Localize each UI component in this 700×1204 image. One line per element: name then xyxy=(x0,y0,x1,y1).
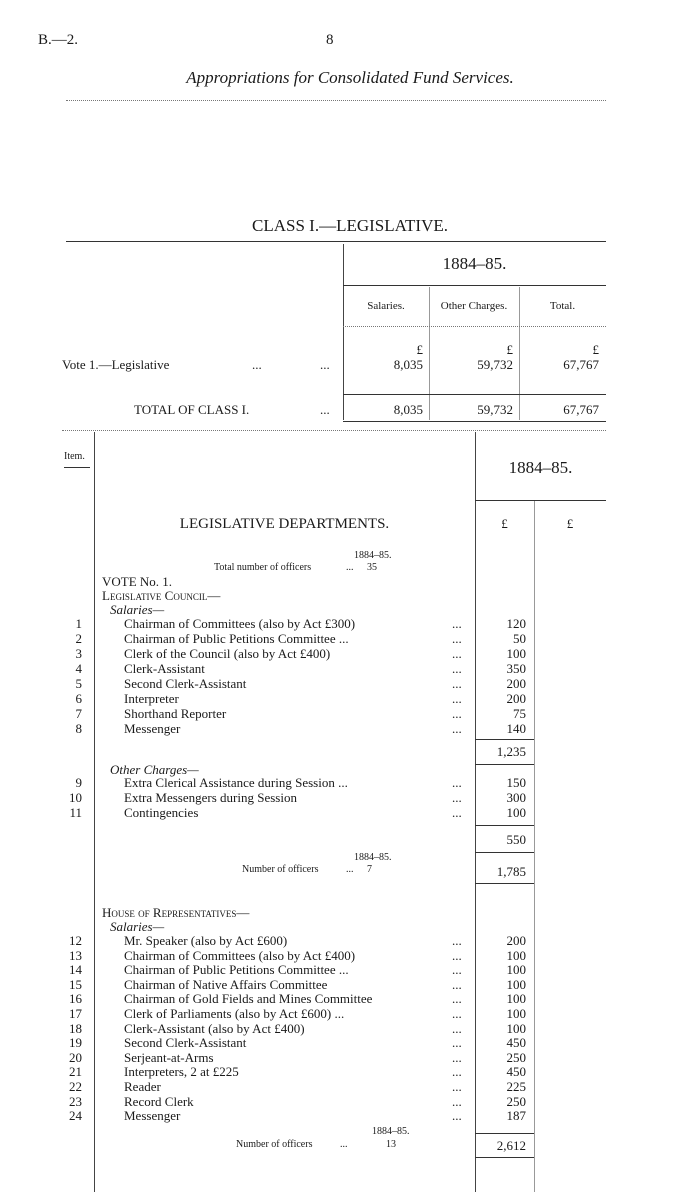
leader-dots: ... xyxy=(452,790,462,805)
class-heading: CLASS I.—LEGISLATIVE. xyxy=(252,216,448,235)
item-amount: 150 xyxy=(506,775,526,790)
item-amount: 100 xyxy=(506,1020,526,1036)
item-amount: 100 xyxy=(506,1006,526,1021)
line-item xyxy=(0,707,700,721)
item-amount: 350 xyxy=(506,661,526,676)
leader-dots: ... xyxy=(452,1064,462,1080)
item-number: 7 xyxy=(75,706,82,721)
item-description: Clerk-Assistant xyxy=(124,661,205,676)
currency-col-1: £ xyxy=(501,516,508,531)
item-amount: 100 xyxy=(506,976,526,992)
item-number: 22 xyxy=(69,1079,82,1094)
item-amount: 100 xyxy=(506,646,526,661)
council-officers-count: 7 xyxy=(367,864,372,875)
council-other-total: 550 xyxy=(506,832,526,847)
line-item xyxy=(0,791,700,805)
item-number: 20 xyxy=(69,1049,82,1065)
currency-total: £ xyxy=(592,342,599,357)
item-number: 11 xyxy=(69,805,82,820)
council-total-rule xyxy=(475,883,534,884)
house-salaries-total: 2,612 xyxy=(496,1138,526,1153)
officers-count: 35 xyxy=(367,562,377,573)
house-salaries-subheading: Salaries— xyxy=(110,919,165,934)
item-description: Interpreter xyxy=(124,691,179,706)
item-description: Extra Clerical Assistance during Session ... xyxy=(124,775,348,790)
vote-heading: VOTE No. 1. xyxy=(102,574,173,589)
item-number: 3 xyxy=(75,646,82,661)
currency-salaries: £ xyxy=(416,342,423,357)
leader-dots: ... xyxy=(452,661,462,676)
leader-dots: ... xyxy=(452,706,462,721)
leader-dots: ... xyxy=(346,864,354,875)
line-item xyxy=(0,1109,700,1123)
item-number: 13 xyxy=(69,947,82,963)
council-officers-label: Number of officers xyxy=(242,864,319,875)
item-description: Clerk-Assistant (also by Act £400) xyxy=(124,1020,305,1036)
item-number: 6 xyxy=(75,691,82,706)
leader-dots: ... xyxy=(320,357,330,372)
item-number: 21 xyxy=(69,1064,82,1080)
item-number: 18 xyxy=(69,1020,82,1036)
vote-salaries: 8,035 xyxy=(393,357,423,372)
leader-dots: ... xyxy=(320,402,330,417)
item-number: 15 xyxy=(69,976,82,992)
council-total: 1,785 xyxy=(496,864,526,879)
item-description: Chairman of Public Petitions Committee ... xyxy=(124,962,349,978)
salaries-subheading: Salaries— xyxy=(110,602,165,617)
item-description: Serjeant-at-Arms xyxy=(124,1049,214,1065)
item-amount: 100 xyxy=(506,947,526,963)
class-total-label: TOTAL OF CLASS I. xyxy=(134,402,250,417)
item-description: Shorthand Reporter xyxy=(124,706,227,721)
item-number: 9 xyxy=(75,775,82,790)
item-amount: 100 xyxy=(506,991,526,1007)
line-item xyxy=(0,647,700,661)
item-amount: 140 xyxy=(506,721,526,736)
class-year-heading: 1884–85. xyxy=(442,254,507,273)
leader-dots: ... xyxy=(452,1093,462,1109)
document-reference: B.—2. xyxy=(38,32,79,48)
line-item xyxy=(0,1022,700,1036)
detail-year-heading: 1884–85. xyxy=(508,458,573,477)
leader-dots: ... xyxy=(452,947,462,963)
leader-dots: ... xyxy=(452,676,462,691)
council-officers-year: 1884–85. xyxy=(354,852,392,863)
line-item xyxy=(0,949,700,963)
item-column-header: Item. xyxy=(64,451,85,462)
line-item xyxy=(0,776,700,790)
item-amount: 250 xyxy=(506,1093,526,1109)
house-officers-count: 13 xyxy=(386,1139,396,1150)
subtotal-rule xyxy=(475,739,534,740)
line-item xyxy=(0,978,700,992)
leader-dots: ... xyxy=(252,357,262,372)
item-description: Chairman of Gold Fields and Mines Committee xyxy=(124,991,373,1007)
leader-dots: ... xyxy=(452,646,462,661)
leader-dots: ... xyxy=(452,991,462,1007)
line-item xyxy=(0,1065,700,1079)
item-description: Chairman of Native Affairs Committee xyxy=(124,976,328,992)
other-charges-subheading: Other Charges— xyxy=(110,762,199,777)
leader-dots: ... xyxy=(346,562,354,573)
item-description: Contingencies xyxy=(124,805,199,820)
item-description: Second Clerk-Assistant xyxy=(124,676,247,691)
item-number: 17 xyxy=(69,1006,82,1021)
line-item xyxy=(0,1080,700,1094)
page-number: 8 xyxy=(326,32,334,48)
leader-dots: ... xyxy=(452,962,462,978)
year-rule xyxy=(343,285,606,286)
leader-dots: ... xyxy=(452,616,462,631)
header-rule xyxy=(343,326,606,327)
item-number: 24 xyxy=(69,1108,82,1124)
line-item xyxy=(0,1051,700,1065)
subtotal-rule xyxy=(475,852,534,853)
class-table-top-rule xyxy=(66,241,606,242)
item-amount: 250 xyxy=(506,1049,526,1065)
line-item xyxy=(0,632,700,646)
item-amount: 100 xyxy=(506,805,526,820)
item-description: Second Clerk-Assistant xyxy=(124,1035,247,1051)
line-item xyxy=(0,692,700,706)
item-number: 19 xyxy=(69,1035,82,1051)
item-description: Mr. Speaker (also by Act £600) xyxy=(124,933,288,948)
page-title: Appropriations for Consolidated Fund Services. xyxy=(186,68,514,87)
item-description: Reader xyxy=(124,1079,161,1094)
item-number: 5 xyxy=(75,676,82,691)
item-amount: 187 xyxy=(506,1108,526,1124)
council-heading: Legislative Council— xyxy=(102,588,221,603)
item-amount: 75 xyxy=(513,706,526,721)
item-number: 2 xyxy=(75,631,82,646)
vote-label: Vote 1.—Legislative xyxy=(62,357,170,372)
leader-dots: ... xyxy=(452,691,462,706)
item-description: Clerk of the Council (also by Act £400) xyxy=(124,646,331,661)
class-total-salaries: 8,035 xyxy=(393,402,423,417)
line-item xyxy=(0,1007,700,1021)
subtotal-rule xyxy=(475,764,534,765)
line-item xyxy=(0,992,700,1006)
leader-dots: ... xyxy=(452,775,462,790)
line-item xyxy=(0,1036,700,1050)
leader-dots: ... xyxy=(452,1049,462,1065)
line-item xyxy=(0,677,700,691)
leader-dots: ... xyxy=(452,1108,462,1124)
item-amount: 450 xyxy=(506,1035,526,1051)
item-amount: 200 xyxy=(506,676,526,691)
section-title: LEGISLATIVE DEPARTMENTS. xyxy=(179,516,390,532)
line-item xyxy=(0,934,700,948)
col-header-other-charges: Other Charges. xyxy=(440,300,508,312)
subtotal-rule xyxy=(475,825,534,826)
house-officers-year: 1884–85. xyxy=(372,1126,410,1137)
item-description: Record Clerk xyxy=(124,1093,194,1109)
leader-dots: ... xyxy=(452,805,462,820)
council-salaries-total: 1,235 xyxy=(496,744,526,759)
leader-dots: ... xyxy=(452,631,462,646)
item-number: 12 xyxy=(69,933,82,948)
vote-total: 67,767 xyxy=(563,357,599,372)
leader-dots: ... xyxy=(452,1079,462,1094)
item-number: 4 xyxy=(75,661,82,676)
leader-dots: ... xyxy=(452,1020,462,1036)
line-item xyxy=(0,722,700,736)
total-rule xyxy=(343,394,606,395)
line-item xyxy=(0,806,700,820)
leader-dots: ... xyxy=(452,976,462,992)
detail-year-rule xyxy=(475,500,606,501)
item-header-rule xyxy=(64,467,90,468)
leader-dots: ... xyxy=(452,1006,462,1021)
class-total-other: 59,732 xyxy=(477,402,513,417)
item-amount: 200 xyxy=(506,691,526,706)
item-description: Chairman of Committees (also by Act £400) xyxy=(124,947,356,963)
currency-other: £ xyxy=(506,342,513,357)
title-rule xyxy=(66,100,606,101)
line-item xyxy=(0,662,700,676)
item-number: 10 xyxy=(69,790,82,805)
item-amount: 225 xyxy=(506,1079,526,1094)
col-header-salaries: Salaries. xyxy=(367,300,405,312)
leader-dots: ... xyxy=(340,1139,348,1150)
officers-year: 1884–85. xyxy=(354,550,392,561)
line-item xyxy=(0,1095,700,1109)
vote-other-charges: 59,732 xyxy=(477,357,513,372)
item-description: Interpreters, 2 at £225 xyxy=(124,1064,239,1080)
leader-dots: ... xyxy=(452,721,462,736)
item-description: Chairman of Public Petitions Committee ... xyxy=(124,631,349,646)
item-amount: 450 xyxy=(506,1064,526,1080)
item-amount: 50 xyxy=(513,631,526,646)
class-total-total: 67,767 xyxy=(563,402,599,417)
officers-label: Total number of officers xyxy=(214,562,312,573)
house-heading: House of Representatives— xyxy=(102,905,250,920)
line-item xyxy=(0,963,700,977)
col-header-total: Total. xyxy=(549,300,576,312)
item-number: 8 xyxy=(75,721,82,736)
detail-top-rule xyxy=(62,430,606,431)
item-amount: 100 xyxy=(506,962,526,978)
item-description: Messenger xyxy=(124,721,181,736)
item-amount: 120 xyxy=(506,616,526,631)
item-description: Extra Messengers during Session xyxy=(124,790,297,805)
item-description: Clerk of Parliaments (also by Act £600) ... xyxy=(124,1006,345,1021)
leader-dots: ... xyxy=(452,1035,462,1051)
leader-dots: ... xyxy=(452,933,462,948)
item-number: 14 xyxy=(69,962,82,978)
currency-col-2: £ xyxy=(566,516,574,531)
item-number: 16 xyxy=(69,991,82,1007)
house-officers-label: Number of officers xyxy=(236,1139,313,1150)
house-subtotal-rule xyxy=(475,1157,534,1158)
item-number: 1 xyxy=(75,616,82,631)
item-description: Chairman of Committees (also by Act £300) xyxy=(124,616,356,631)
line-item xyxy=(0,617,700,631)
house-subtotal-rule xyxy=(475,1133,534,1134)
class-total-bottom-rule xyxy=(343,421,606,422)
item-amount: 200 xyxy=(506,933,526,948)
item-amount: 300 xyxy=(506,790,526,805)
item-description: Messenger xyxy=(124,1108,181,1124)
item-number: 23 xyxy=(69,1093,82,1109)
